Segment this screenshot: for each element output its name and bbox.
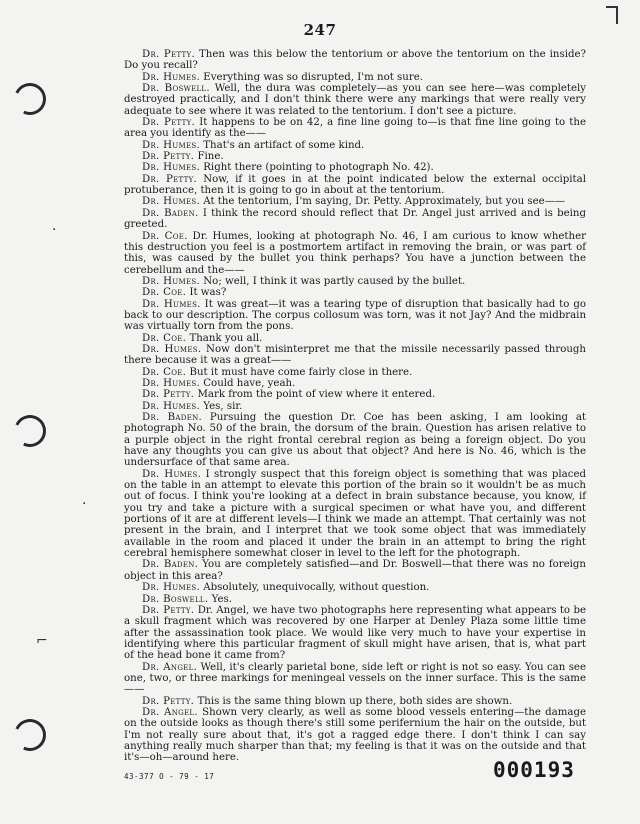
speaker-name: Dr. Baden. [142, 207, 199, 219]
speech-text: Fine. [197, 151, 224, 163]
transcript-body [124, 49, 586, 764]
speaker-name: Dr. Humes. [142, 71, 201, 83]
margin-tick: ⌐ [36, 633, 48, 649]
transcript-paragraph [124, 389, 586, 400]
speaker-name: Dr. Humes. [142, 275, 201, 287]
transcript-paragraph [124, 344, 586, 367]
speaker-name: Dr. Petty. [142, 604, 195, 616]
speech-text: Dr. Angel, we have two photographs here representing what appears to be a skull fragment which was recovered by one Harper at Denley Plaza some little time after the assassination took place. We would like very much to have your expertise in identifying where this particular fragment of skull might have arisen, that is, what part of the head bone it came from? [124, 604, 586, 662]
transcript-paragraph [124, 231, 586, 276]
transcript-paragraph [124, 594, 586, 605]
binder-hole [9, 78, 50, 119]
speaker-name: Dr. Boswell. [142, 593, 209, 605]
transcript-paragraph [124, 662, 586, 696]
transcript-paragraph [124, 469, 586, 560]
transcript-paragraph [124, 83, 586, 117]
speaker-name: Dr. Humes. [142, 139, 201, 151]
speech-text: It was? [189, 287, 227, 299]
speaker-name: Dr. Humes. [142, 162, 201, 174]
transcript-paragraph [124, 367, 586, 378]
speech-text: Yes, sir. [203, 400, 243, 412]
speaker-name: Dr. Humes. [142, 343, 202, 355]
speech-text: It happens to be on 42, a fine line going to—is that fine line going to the area you identify as the—— [124, 117, 586, 140]
transcript-paragraph [124, 707, 586, 764]
speech-text: Could have, yeah. [203, 377, 296, 389]
transcript-paragraph [124, 72, 586, 83]
speaker-name: Dr. Petty. [142, 117, 196, 129]
transcript-paragraph [124, 140, 586, 151]
transcript-paragraph [124, 582, 586, 593]
speech-text: It was great—it was a tearing type of disruption that basically had to go back to our description. The corpus collosum was torn, was it not Jay? And the midbrain was virtually torn from the pons. [124, 298, 586, 333]
transcript-paragraph [124, 333, 586, 344]
binder-hole [9, 410, 50, 451]
speech-text: Then was this below the tentorium or above the tentorium on the inside? Do you recall? [124, 49, 586, 72]
speaker-name: Dr. Humes. [142, 582, 201, 594]
speaker-name: Dr. Petty. [142, 151, 195, 163]
speech-text: I think the record should reflect that Dr. Angel just arrived and is being greeted. [124, 207, 586, 231]
speaker-name: Dr. Humes. [142, 196, 201, 208]
speech-text: Yes. [211, 593, 232, 605]
speaker-name: Dr. Coe. [142, 332, 187, 344]
speech-text: This is the same thing blown up there, both sides are shown. [197, 695, 513, 707]
transcript-paragraph [124, 559, 586, 582]
speaker-name: Dr. Angel. [142, 706, 198, 718]
speech-text: You are completely satisfied—and Dr. Boswell—that there was no foreign object in this area? [124, 559, 586, 582]
speaker-name: Dr. Humes. [142, 468, 202, 480]
transcript-paragraph [124, 276, 586, 287]
document-number: 000193 [493, 758, 575, 782]
speaker-name: Dr. Baden. [142, 559, 199, 571]
speaker-name: Dr. Petty. [142, 49, 195, 60]
speech-text: Well, the dura was completely—as you can see here—was completely destroyed practically, and I don't think there were any markings that were really very adequate to see where it was related to the tentorium. I don't see a picture. [124, 83, 586, 117]
speaker-name: Dr. Boswell. [142, 83, 210, 95]
speaker-name: Dr. Petty. [142, 173, 198, 185]
speech-text: Now don't misinterpret me that the missile necessarily passed through there because it was a great—— [124, 343, 586, 367]
speaker-name: Dr. Petty. [142, 695, 195, 707]
speaker-name: Dr. Coe. [142, 287, 187, 299]
transcript-paragraph [124, 151, 586, 162]
margin-tick: · [82, 496, 87, 512]
speech-text: Absolutely, unequivocally, without question. [203, 582, 430, 594]
transcript-paragraph [124, 208, 586, 231]
speaker-name: Dr. Angel. [142, 661, 198, 673]
transcript-paragraph [124, 287, 586, 298]
speech-text: Shown very clearly, as well as some blood vessels entering—the damage on the outside looks as though there's still some perifernium the hair on the outside, but I'm not really sure about that, it's got a ragged edge there. I don't think I can say anything really much sharper than that; my feeling is that it was on the outside and that it's—oh—around here. [124, 706, 586, 764]
transcript-paragraph [124, 696, 586, 707]
speech-text: No; well, I think it was partly caused by the bullet. [203, 275, 466, 287]
speech-text: Dr. Humes, looking at photograph No. 46, I am curious to know whether this destruction you feel is a postmortem artifact in removing the brain, or was part of this, was caused by the bullet you think perhaps? You have a junction between the cerebellum and the—— [124, 230, 586, 276]
speech-text: Well, it's clearly parietal bone, side left or right is not so easy. You can see one, two, or three markings for meningeal vessels on the inner surface. This is the same—— [124, 661, 586, 696]
speaker-name: Dr. Petty. [142, 389, 195, 401]
transcript-paragraph [124, 605, 586, 662]
speech-text: But it must have come fairly close in there. [189, 366, 413, 378]
speech-text: Now, if it goes in at the point indicated below the external occipital protuberance, then it is going to go in about at the tentorium. [124, 173, 586, 197]
transcript-paragraph [124, 378, 586, 389]
speech-text: That's an artifact of some kind. [203, 139, 365, 151]
transcript-paragraph [124, 401, 586, 412]
transcript-paragraph [124, 49, 586, 72]
speaker-name: Dr. Humes. [142, 400, 201, 412]
speech-text: I strongly suspect that this foreign object is something that was placed on the table in an attempt to elevate this portion of the brain so it wouldn't be as much out of focus. I think you're looking at a defect in brain substance because, you know, if you try and take a picture with a surgical specimen or what have you, and different portions of it are at different levels—I think we made an attempt. That certainly was not present in the brain, and I interpret that we took some object that was immediately available in the room and placed it under the brain in an attempt to bring the right cerebral hemisphere somewhat closer in level to the left for the photograph. [124, 468, 586, 560]
speaker-name: Dr. Humes. [142, 377, 201, 389]
transcript-paragraph [124, 412, 586, 469]
transcript-paragraph [124, 174, 586, 197]
speaker-name: Dr. Humes. [142, 298, 201, 310]
transcript-paragraph [124, 299, 586, 333]
page-number: 247 [303, 21, 337, 39]
footer-code: 43-377 O - 79 - 17 [124, 772, 215, 781]
transcript-paragraph [124, 196, 586, 207]
speech-text: At the tentorium, I'm saying, Dr. Petty. Approximately, but you see—— [203, 196, 566, 208]
speech-text: Everything was so disrupted, I'm not sure. [203, 71, 423, 83]
margin-tick: · [52, 222, 57, 238]
transcript-paragraph [124, 117, 586, 140]
speech-text: Pursuing the question Dr. Coe has been asking, I am looking at photograph No. 50 of the brain, the dorsum of the brain. Question has arisen relative to a purple object in the right frontal cerebral region as being a foreign object. Do you have any thoughts you can give us about that object? And here is No. 46, which is the undersurface of that same area. [124, 412, 586, 469]
binder-hole [9, 714, 50, 755]
transcript-paragraph [124, 162, 586, 173]
speaker-name: Dr. Coe. [142, 366, 187, 378]
speaker-name: Dr. Baden. [142, 412, 203, 423]
speech-text: Thank you all. [189, 332, 263, 344]
speaker-name: Dr. Coe. [142, 230, 188, 242]
speech-text: Mark from the point of view where it entered. [197, 389, 436, 401]
speech-text: Right there (pointing to photograph No. 42). [203, 162, 434, 174]
